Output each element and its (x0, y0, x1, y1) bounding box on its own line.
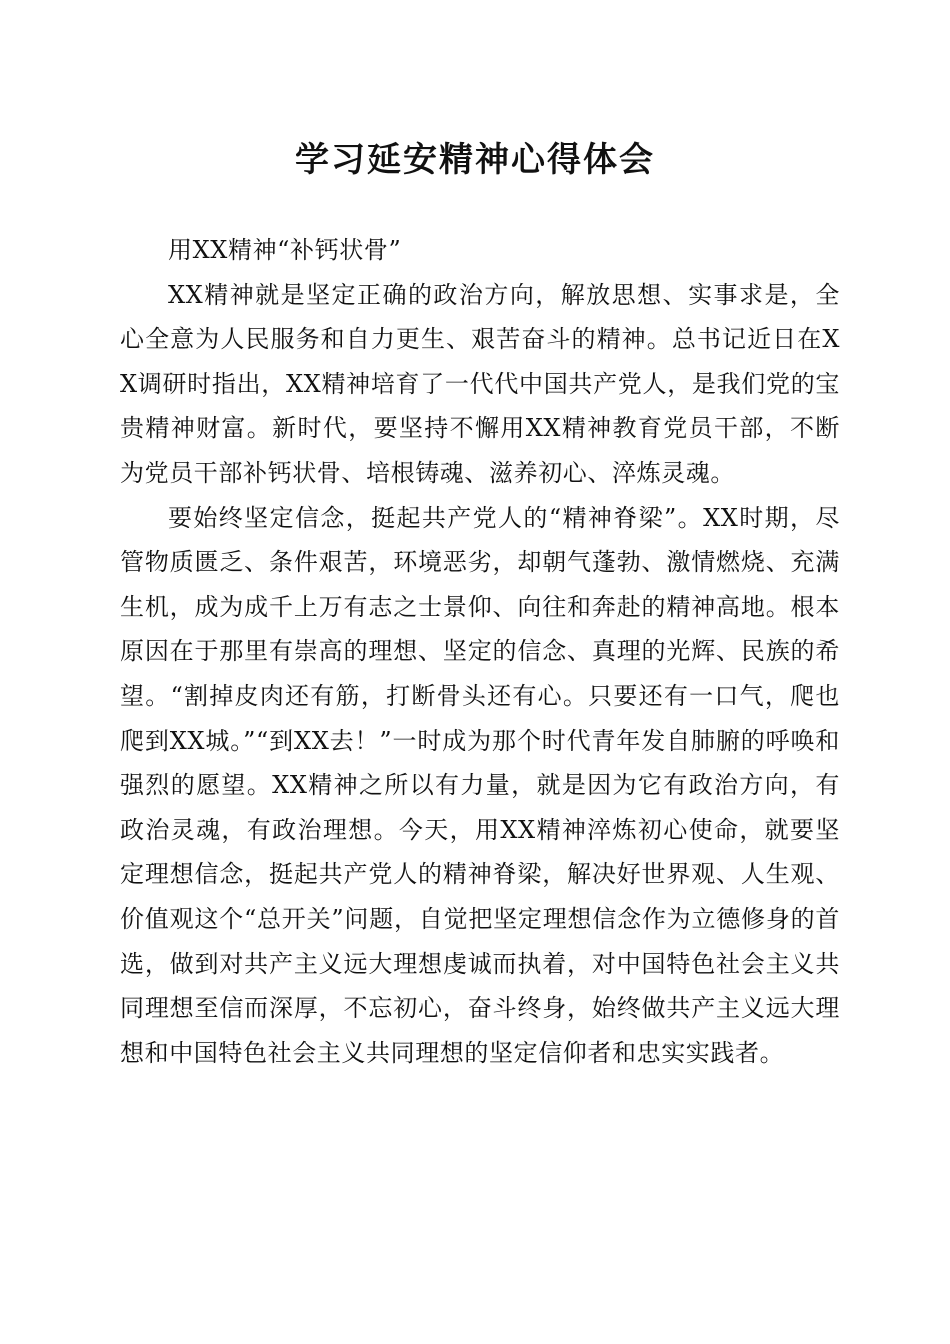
paragraph: XX精神就是坚定正确的政治方向，解放思想、实事求是，全心全意为人民服务和自力更生、艰苦奋斗的精神。总书记近日在XX调研时指出，XX精神培育了一代代中国共产党人，是我们党的宝贵精神财富。新时代，要坚持不懈用XX精神教育党员干部，不断为党员干部补钙状骨、培根铸魂、滋养初心、淬炼灵魂。 (120, 280, 840, 487)
document-body (120, 228, 840, 1075)
section-heading: 用XX精神“补钙状骨” (168, 236, 402, 264)
paragraph: 要始终坚定信念，挺起共产党人的“精神脊梁”。XX时期，尽管物质匮乏、条件艰苦，环境恶劣，却朝气蓬勃、激情燃烧、充满生机，成为成千上万有志之士景仰、向往和奔赴的精神高地。根本原因在于那里有崇高的理想、坚定的信念、真理的光辉、民族的希望。“割掉皮肉还有筋，打断骨头还有心。只要还有一口气，爬也爬到XX城。”“到XX去！”一时成为那个时代青年发自肺腑的呼唤和强烈的愿望。XX精神之所以有力量，就是因为它有政治方向，有政治灵魂，有政治理想。今天，用XX精神淬炼初心使命，就要坚定理想信念，挺起共产党人的精神脊梁，解决好世界观、人生观、价值观这个“总开关”问题，自觉把坚定理想信念作为立德修身的首选，做到对共产主义远大理想虔诚而执着，对中国特色社会主义共同理想至信而深厚，不忘初心，奋斗终身，始终做共产主义远大理想和中国特色社会主义共同理想的坚定信仰者和忠实实践者。 (120, 503, 840, 1067)
document-title: 学习延安精神心得体会 (295, 140, 655, 180)
